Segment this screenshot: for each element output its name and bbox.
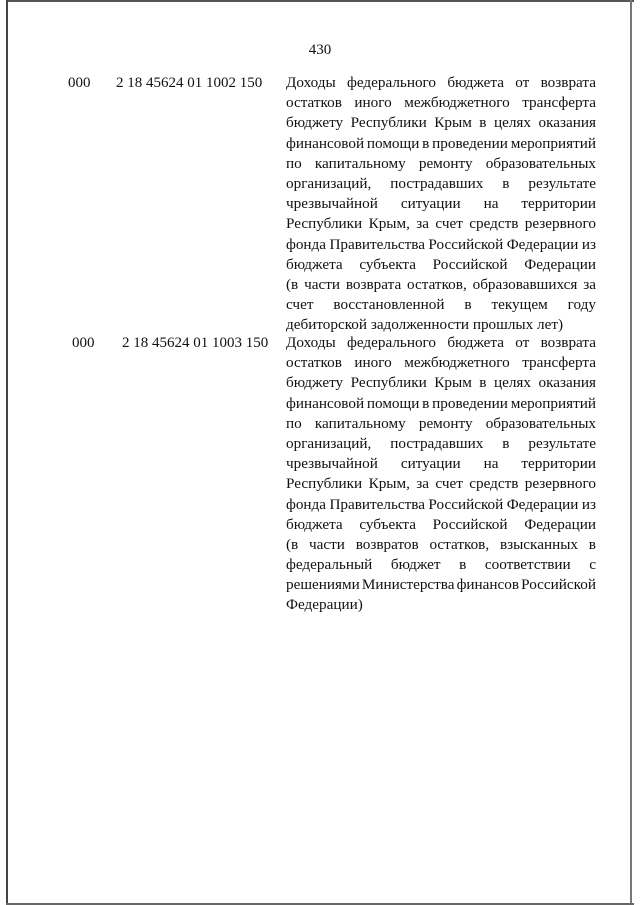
description-line: Федерации) <box>286 596 363 614</box>
description-line: по капитальному ремонту образовательных <box>286 414 596 432</box>
description-line: (в части возвратов остатков, взысканных в <box>286 535 596 553</box>
description-line: Доходы федерального бюджета от возврата <box>286 334 596 351</box>
description-line: Доходы федерального бюджета от возврата <box>286 74 596 91</box>
description-line: фонда Правительства Российской Федерации из <box>286 235 596 253</box>
description-line: организаций, пострадавших в результате <box>286 174 596 192</box>
description-line: бюджета субъекта Российской Федерации <box>286 515 596 533</box>
description-line: решениями Министерства финансов Российской <box>286 576 596 594</box>
description-line: финансовой помощи в проведении мероприятий <box>286 394 596 412</box>
description-line: бюджету Республики Крым в целях оказания <box>286 374 596 392</box>
description-line: организаций, пострадавших в результате <box>286 434 596 452</box>
income-description <box>286 73 596 335</box>
description-line: бюджета субъекта Российской Федерации <box>286 255 596 273</box>
description-line: чрезвычайной ситуации на территории <box>286 455 596 473</box>
scan-edge-right <box>630 0 632 905</box>
description-line: чрезвычайной ситуации на территории <box>286 195 596 213</box>
description-line: Республики Крым, за счет средств резервного <box>286 475 596 493</box>
admin-code: 000 <box>68 75 91 91</box>
description-line: остатков иного межбюджетного трансферта <box>286 94 596 112</box>
description-line: по капитальному ремонту образовательных <box>286 154 596 172</box>
description-line: бюджету Республики Крым в целях оказания <box>286 114 596 132</box>
income-description <box>286 333 596 616</box>
description-line: остатков иного межбюджетного трансферта <box>286 354 596 372</box>
description-line: счет восстановленной в текущем году <box>286 296 596 314</box>
description-line: дебиторской задолженности прошлых лет) <box>286 316 564 334</box>
description-line: (в части возврата остатков, образовавшихся за <box>286 275 596 293</box>
description-line: финансовой помощи в проведении мероприятий <box>286 134 596 152</box>
description-line: федеральный бюджет в соответствии с <box>286 556 596 574</box>
scan-edge-left <box>6 0 8 905</box>
description-line: Республики Крым, за счет средств резервного <box>286 215 596 233</box>
admin-code: 000 <box>72 335 95 351</box>
income-code: 2 18 45624 01 1003 150 <box>122 335 269 351</box>
description-line: фонда Правительства Российской Федерации из <box>286 495 596 513</box>
scan-edge-top <box>6 0 634 2</box>
income-code: 2 18 45624 01 1002 150 <box>116 75 263 91</box>
page-number: 430 <box>308 42 332 58</box>
